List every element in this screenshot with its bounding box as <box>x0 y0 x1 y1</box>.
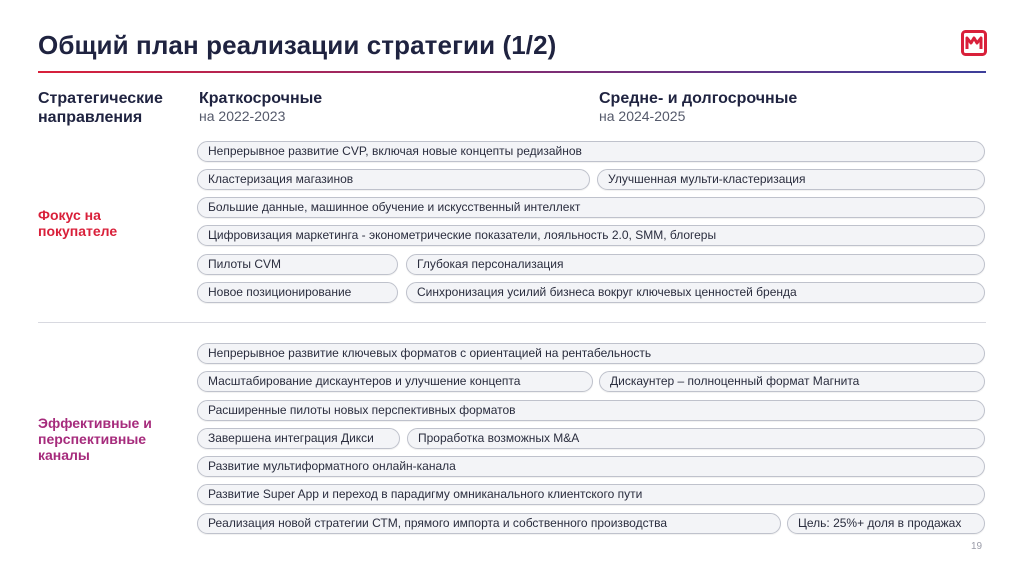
initiative-pill: Кластеризация магазинов <box>197 169 590 190</box>
header-divider <box>38 71 986 73</box>
column-header-short-term: Краткосрочные <box>199 90 323 107</box>
page-title: Общий план реализации стратегии (1/2) <box>38 30 557 60</box>
initiative-pill: Улучшенная мульти-кластеризация <box>597 169 985 190</box>
column-header-long-term: Средне- и долгосрочные <box>599 90 798 107</box>
initiative-pill: Проработка возможных M&A <box>407 428 985 449</box>
column-subheader-short-term: на 2022-2023 <box>199 108 286 124</box>
initiative-pill: Непрерывное развитие ключевых форматов с ориентацией на рентабельность <box>197 343 985 364</box>
initiative-pill: Развитие Super App и переход в парадигму омниканального клиентского пути <box>197 484 985 505</box>
page-number: 19 <box>971 541 983 552</box>
initiative-pill: Большие данные, машинное обучение и искусственный интеллект <box>197 197 985 218</box>
section-label-customer-focus: Фокус на покупателе <box>38 207 118 239</box>
initiative-pill: Реализация новой стратегии СТМ, прямого импорта и собственного производства <box>197 513 781 534</box>
initiative-pill: Завершена интеграция Дикси <box>197 428 400 449</box>
initiative-pill: Расширенные пилоты новых перспективных форматов <box>197 400 985 421</box>
initiative-pill: Новое позиционирование <box>197 282 398 303</box>
initiative-pill: Масштабирование дискаунтеров и улучшение концепта <box>197 371 593 392</box>
initiative-pill: Пилоты CVM <box>197 254 398 275</box>
magnit-logo <box>961 30 987 56</box>
section-divider <box>38 322 986 323</box>
magnit-logo-icon <box>961 30 987 56</box>
initiative-pill: Дискаунтер – полноценный формат Магнита <box>599 371 985 392</box>
initiative-pill: Развитие мультиформатного онлайн-канала <box>197 456 985 477</box>
target-pill: Цель: 25%+ доля в продажах <box>787 513 985 534</box>
initiative-pill: Глубокая персонализация <box>406 254 985 275</box>
column-subheader-long-term: на 2024-2025 <box>599 108 686 124</box>
initiative-pill: Цифровизация маркетинга - эконометрические показатели, лояльность 2.0, SMM, блогеры <box>197 225 985 246</box>
initiative-pill: Непрерывное развитие CVP, включая новые концепты редизайнов <box>197 141 985 162</box>
column-header-directions: Стратегические направления <box>38 90 163 126</box>
initiative-pill: Синхронизация усилий бизнеса вокруг ключевых ценностей бренда <box>406 282 985 303</box>
section-label-channels: Эффективные и перспективные каналы <box>38 415 152 463</box>
